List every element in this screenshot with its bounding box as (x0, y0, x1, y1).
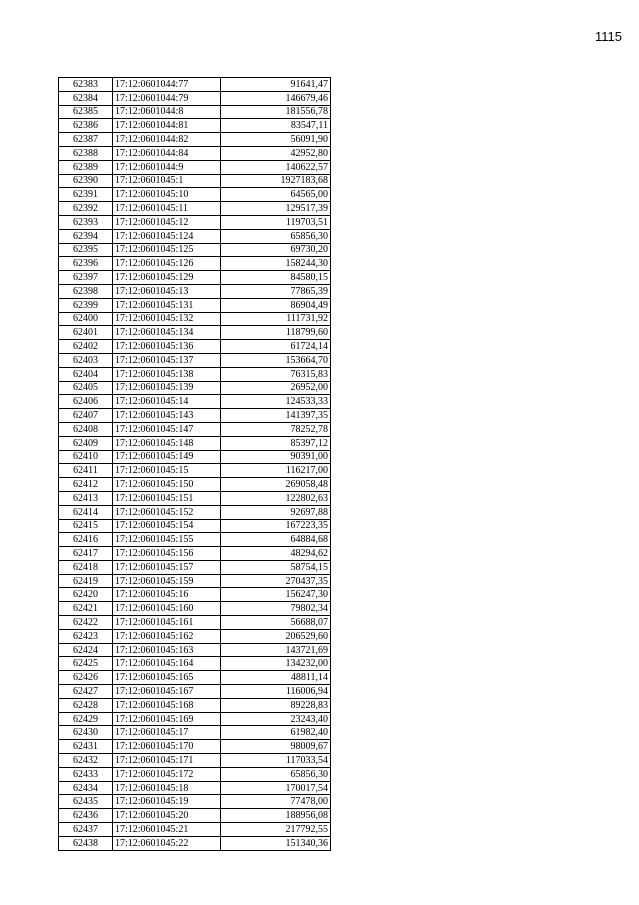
cadastral-number-cell: 17:12:0601045:156 (113, 547, 221, 561)
value-cell: 56688,07 (221, 616, 331, 630)
cadastral-number-cell: 17:12:0601045:161 (113, 616, 221, 630)
row-number-cell: 62411 (59, 464, 113, 478)
value-cell: 42952,80 (221, 146, 331, 160)
page-number: 1115 (595, 29, 622, 44)
row-number-cell: 62398 (59, 284, 113, 298)
cadastral-number-cell: 17:12:0601045:17 (113, 726, 221, 740)
table-row (59, 326, 331, 340)
row-number-cell: 62425 (59, 657, 113, 671)
table-row (59, 657, 331, 671)
value-cell: 84580,15 (221, 271, 331, 285)
row-number-cell: 62417 (59, 547, 113, 561)
table-row (59, 602, 331, 616)
table-row (59, 698, 331, 712)
table-row (59, 629, 331, 643)
cadastral-number-cell: 17:12:0601045:170 (113, 740, 221, 754)
table-row (59, 478, 331, 492)
value-cell: 206529,60 (221, 629, 331, 643)
cadastral-number-cell: 17:12:0601044:82 (113, 133, 221, 147)
cadastral-number-cell: 17:12:0601045:12 (113, 215, 221, 229)
value-cell: 77478,00 (221, 795, 331, 809)
cadastral-number-cell: 17:12:0601045:13 (113, 284, 221, 298)
value-cell: 122802,63 (221, 491, 331, 505)
table-row (59, 671, 331, 685)
cadastral-number-cell: 17:12:0601044:77 (113, 78, 221, 92)
table-row (59, 712, 331, 726)
table-row (59, 91, 331, 105)
value-cell: 79802,34 (221, 602, 331, 616)
row-number-cell: 62404 (59, 367, 113, 381)
value-cell: 153664,70 (221, 353, 331, 367)
value-cell: 26952,00 (221, 381, 331, 395)
table-row (59, 160, 331, 174)
table-row (59, 450, 331, 464)
cadastral-number-cell: 17:12:0601045:148 (113, 436, 221, 450)
row-number-cell: 62421 (59, 602, 113, 616)
table-row (59, 560, 331, 574)
row-number-cell: 62393 (59, 215, 113, 229)
row-number-cell: 62412 (59, 478, 113, 492)
value-cell: 124533,33 (221, 395, 331, 409)
row-number-cell: 62388 (59, 146, 113, 160)
table-row (59, 836, 331, 850)
value-cell: 76315,83 (221, 367, 331, 381)
value-cell: 58754,15 (221, 560, 331, 574)
row-number-cell: 62436 (59, 809, 113, 823)
value-cell: 217792,55 (221, 823, 331, 837)
cadastral-number-cell: 17:12:0601045:164 (113, 657, 221, 671)
cadastral-number-cell: 17:12:0601045:155 (113, 533, 221, 547)
value-cell: 156247,30 (221, 588, 331, 602)
row-number-cell: 62414 (59, 505, 113, 519)
row-number-cell: 62392 (59, 202, 113, 216)
table-row (59, 505, 331, 519)
row-number-cell: 62419 (59, 574, 113, 588)
row-number-cell: 62385 (59, 105, 113, 119)
row-number-cell: 62427 (59, 685, 113, 699)
row-number-cell: 62418 (59, 560, 113, 574)
table-row (59, 588, 331, 602)
value-cell: 48294,62 (221, 547, 331, 561)
table-row (59, 105, 331, 119)
table-row (59, 215, 331, 229)
table-row (59, 409, 331, 423)
row-number-cell: 62420 (59, 588, 113, 602)
row-number-cell: 62409 (59, 436, 113, 450)
row-number-cell: 62396 (59, 257, 113, 271)
cadastral-number-cell: 17:12:0601045:143 (113, 409, 221, 423)
cadastral-number-cell: 17:12:0601045:125 (113, 243, 221, 257)
table-row (59, 312, 331, 326)
row-number-cell: 62400 (59, 312, 113, 326)
table-row (59, 436, 331, 450)
row-number-cell: 62430 (59, 726, 113, 740)
cadastral-number-cell: 17:12:0601045:129 (113, 271, 221, 285)
value-cell: 140622,57 (221, 160, 331, 174)
cadastral-number-cell: 17:12:0601045:150 (113, 478, 221, 492)
cadastral-number-cell: 17:12:0601045:132 (113, 312, 221, 326)
table-row (59, 133, 331, 147)
table-row (59, 781, 331, 795)
cadastral-number-cell: 17:12:0601045:137 (113, 353, 221, 367)
cadastral-number-cell: 17:12:0601045:19 (113, 795, 221, 809)
row-number-cell: 62383 (59, 78, 113, 92)
row-number-cell: 62434 (59, 781, 113, 795)
table-row (59, 298, 331, 312)
row-number-cell: 62402 (59, 340, 113, 354)
row-number-cell: 62394 (59, 229, 113, 243)
row-number-cell: 62438 (59, 836, 113, 850)
row-number-cell: 62384 (59, 91, 113, 105)
value-cell: 98009,67 (221, 740, 331, 754)
row-number-cell: 62433 (59, 767, 113, 781)
value-cell: 151340,36 (221, 836, 331, 850)
row-number-cell: 62399 (59, 298, 113, 312)
table-row (59, 119, 331, 133)
cadastral-number-cell: 17:12:0601045:18 (113, 781, 221, 795)
value-cell: 48811,14 (221, 671, 331, 685)
value-cell: 188956,08 (221, 809, 331, 823)
cadastral-number-cell: 17:12:0601045:20 (113, 809, 221, 823)
cadastral-number-cell: 17:12:0601045:14 (113, 395, 221, 409)
value-cell: 61724,14 (221, 340, 331, 354)
table-row (59, 491, 331, 505)
cadastral-number-cell: 17:12:0601045:10 (113, 188, 221, 202)
value-cell: 143721,69 (221, 643, 331, 657)
row-number-cell: 62416 (59, 533, 113, 547)
value-cell: 69730,20 (221, 243, 331, 257)
value-cell: 90391,00 (221, 450, 331, 464)
table-row (59, 823, 331, 837)
value-cell: 117033,54 (221, 754, 331, 768)
cadastral-number-cell: 17:12:0601045:168 (113, 698, 221, 712)
row-number-cell: 62407 (59, 409, 113, 423)
value-cell: 1927183,68 (221, 174, 331, 188)
table-row (59, 395, 331, 409)
cadastral-number-cell: 17:12:0601045:169 (113, 712, 221, 726)
row-number-cell: 62431 (59, 740, 113, 754)
cadastral-number-cell: 17:12:0601045:171 (113, 754, 221, 768)
row-number-cell: 62387 (59, 133, 113, 147)
cadastral-number-cell: 17:12:0601045:1 (113, 174, 221, 188)
row-number-cell: 62405 (59, 381, 113, 395)
cadastral-number-cell: 17:12:0601045:152 (113, 505, 221, 519)
cadastral-number-cell: 17:12:0601045:160 (113, 602, 221, 616)
value-cell: 61982,40 (221, 726, 331, 740)
value-cell: 65856,30 (221, 229, 331, 243)
table-row (59, 616, 331, 630)
table-row (59, 726, 331, 740)
cadastral-number-cell: 17:12:0601045:134 (113, 326, 221, 340)
row-number-cell: 62423 (59, 629, 113, 643)
value-cell: 83547,11 (221, 119, 331, 133)
table-row (59, 367, 331, 381)
value-cell: 134232,00 (221, 657, 331, 671)
value-cell: 270437,35 (221, 574, 331, 588)
row-number-cell: 62432 (59, 754, 113, 768)
value-cell: 146679,46 (221, 91, 331, 105)
value-cell: 119703,51 (221, 215, 331, 229)
cadastral-number-cell: 17:12:0601045:15 (113, 464, 221, 478)
value-cell: 23243,40 (221, 712, 331, 726)
table-row (59, 353, 331, 367)
cadastral-number-cell: 17:12:0601045:147 (113, 422, 221, 436)
value-cell: 116217,00 (221, 464, 331, 478)
cadastral-number-cell: 17:12:0601044:8 (113, 105, 221, 119)
row-number-cell: 62389 (59, 160, 113, 174)
cadastral-number-cell: 17:12:0601045:149 (113, 450, 221, 464)
table-row (59, 574, 331, 588)
value-cell: 167223,35 (221, 519, 331, 533)
row-number-cell: 62426 (59, 671, 113, 685)
table-row (59, 533, 331, 547)
row-number-cell: 62422 (59, 616, 113, 630)
cadastral-number-cell: 17:12:0601045:139 (113, 381, 221, 395)
value-cell: 89228,83 (221, 698, 331, 712)
table-row (59, 547, 331, 561)
row-number-cell: 62390 (59, 174, 113, 188)
row-number-cell: 62386 (59, 119, 113, 133)
table-row (59, 188, 331, 202)
value-cell: 116006,94 (221, 685, 331, 699)
row-number-cell: 62413 (59, 491, 113, 505)
row-number-cell: 62410 (59, 450, 113, 464)
table-row (59, 202, 331, 216)
row-number-cell: 62391 (59, 188, 113, 202)
row-number-cell: 62435 (59, 795, 113, 809)
table-row (59, 754, 331, 768)
table-row (59, 257, 331, 271)
table-row (59, 519, 331, 533)
row-number-cell: 62408 (59, 422, 113, 436)
table-row (59, 809, 331, 823)
cadastral-number-cell: 17:12:0601045:163 (113, 643, 221, 657)
value-cell: 64884,68 (221, 533, 331, 547)
value-cell: 86904,49 (221, 298, 331, 312)
table-row (59, 271, 331, 285)
cadastral-number-cell: 17:12:0601045:167 (113, 685, 221, 699)
cadastral-number-cell: 17:12:0601045:124 (113, 229, 221, 243)
cadastral-number-cell: 17:12:0601044:79 (113, 91, 221, 105)
cadastral-number-cell: 17:12:0601045:21 (113, 823, 221, 837)
table-body (59, 78, 331, 851)
cadastral-number-cell: 17:12:0601045:16 (113, 588, 221, 602)
data-table (58, 77, 331, 851)
row-number-cell: 62401 (59, 326, 113, 340)
value-cell: 78252,78 (221, 422, 331, 436)
table-row (59, 340, 331, 354)
table-row (59, 284, 331, 298)
table-row (59, 146, 331, 160)
table-row (59, 795, 331, 809)
value-cell: 85397,12 (221, 436, 331, 450)
cadastral-number-cell: 17:12:0601045:172 (113, 767, 221, 781)
table-row (59, 174, 331, 188)
cadastral-number-cell: 17:12:0601044:84 (113, 146, 221, 160)
row-number-cell: 62415 (59, 519, 113, 533)
table-row (59, 229, 331, 243)
row-number-cell: 62397 (59, 271, 113, 285)
value-cell: 158244,30 (221, 257, 331, 271)
cadastral-number-cell: 17:12:0601045:138 (113, 367, 221, 381)
table-row (59, 422, 331, 436)
cadastral-number-cell: 17:12:0601045:22 (113, 836, 221, 850)
value-cell: 91641,47 (221, 78, 331, 92)
row-number-cell: 62424 (59, 643, 113, 657)
value-cell: 77865,39 (221, 284, 331, 298)
value-cell: 65856,30 (221, 767, 331, 781)
row-number-cell: 62395 (59, 243, 113, 257)
value-cell: 118799,60 (221, 326, 331, 340)
cadastral-number-cell: 17:12:0601045:162 (113, 629, 221, 643)
value-cell: 170017,54 (221, 781, 331, 795)
cadastral-number-cell: 17:12:0601045:11 (113, 202, 221, 216)
table-row (59, 643, 331, 657)
cadastral-number-cell: 17:12:0601045:154 (113, 519, 221, 533)
row-number-cell: 62429 (59, 712, 113, 726)
cadastral-number-cell: 17:12:0601045:165 (113, 671, 221, 685)
cadastral-number-cell: 17:12:0601044:9 (113, 160, 221, 174)
value-cell: 92697,88 (221, 505, 331, 519)
table-row (59, 243, 331, 257)
value-cell: 111731,92 (221, 312, 331, 326)
cadastral-number-cell: 17:12:0601045:136 (113, 340, 221, 354)
value-cell: 269058,48 (221, 478, 331, 492)
table-row (59, 78, 331, 92)
cadastral-number-cell: 17:12:0601045:157 (113, 560, 221, 574)
table-row (59, 685, 331, 699)
cadastral-number-cell: 17:12:0601044:81 (113, 119, 221, 133)
value-cell: 64565,00 (221, 188, 331, 202)
cadastral-number-cell: 17:12:0601045:126 (113, 257, 221, 271)
cadastral-number-cell: 17:12:0601045:151 (113, 491, 221, 505)
row-number-cell: 62403 (59, 353, 113, 367)
value-cell: 129517,39 (221, 202, 331, 216)
table-row (59, 381, 331, 395)
row-number-cell: 62437 (59, 823, 113, 837)
value-cell: 181556,78 (221, 105, 331, 119)
cadastral-number-cell: 17:12:0601045:159 (113, 574, 221, 588)
table-row (59, 767, 331, 781)
table-row (59, 740, 331, 754)
row-number-cell: 62406 (59, 395, 113, 409)
value-cell: 141397,35 (221, 409, 331, 423)
row-number-cell: 62428 (59, 698, 113, 712)
value-cell: 56091,90 (221, 133, 331, 147)
cadastral-number-cell: 17:12:0601045:131 (113, 298, 221, 312)
table-row (59, 464, 331, 478)
